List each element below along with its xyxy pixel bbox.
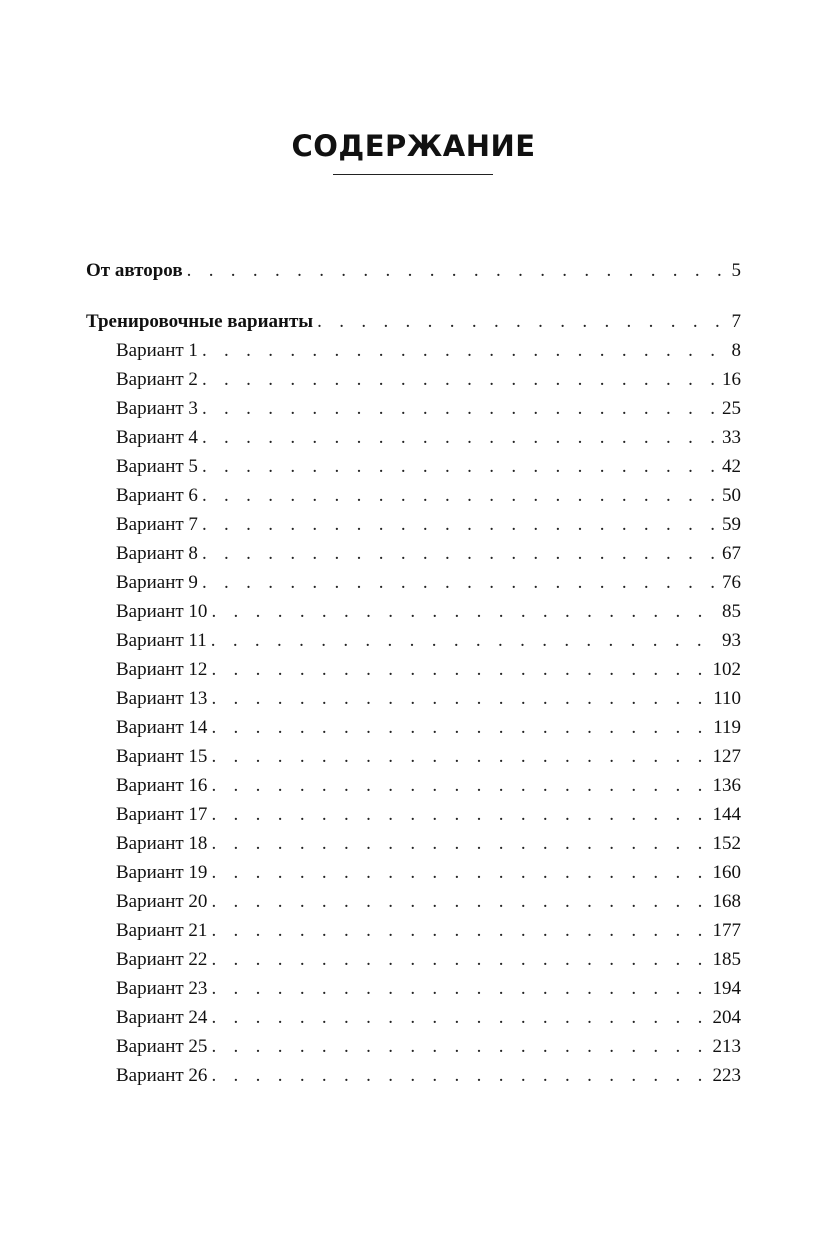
toc-entry-variant[interactable] [86,1003,741,1032]
toc-entry-page: 76 [722,572,741,593]
toc-entry-label: Вариант 5 [116,456,198,477]
page-title: СОДЕРЖАНИЕ [291,129,536,163]
toc-entry-label: Вариант 6 [116,485,198,506]
dot-leader [317,307,729,336]
toc-entry-variant[interactable] [86,394,741,423]
toc-entry-label: Вариант 19 [116,862,208,883]
toc-entry-label: Вариант 15 [116,746,208,767]
toc-entry-page: 204 [712,1007,741,1028]
dot-leader [211,771,710,800]
dot-leader [211,713,711,742]
dot-leader [202,365,720,394]
toc-entry-label: Вариант 2 [116,369,198,390]
toc-entry-page: 119 [713,717,741,738]
toc-entry-label: Вариант 21 [116,920,208,941]
toc-entry-page: 160 [712,862,741,883]
dot-leader [211,1003,710,1032]
dot-leader [211,1061,710,1090]
toc-entry-variant[interactable] [86,365,741,394]
toc-entry-page: 194 [712,978,741,999]
toc-entry-page: 42 [722,456,741,477]
toc-entry-variant[interactable] [86,510,741,539]
toc-entry-training-variants[interactable] [86,307,741,336]
toc-entry-page: 110 [713,688,741,709]
toc-entry-variant[interactable] [86,742,741,771]
dot-leader [211,829,710,858]
toc-entry-label: Вариант 17 [116,804,208,825]
toc-entry-page: 5 [731,260,741,281]
toc-entry-page: 223 [712,1065,741,1086]
toc-entry-page: 93 [722,630,741,651]
toc-entry-label: Вариант 23 [116,978,208,999]
dot-leader [211,742,710,771]
toc-entry-page: 8 [731,340,741,361]
toc-entry-variant[interactable] [86,887,741,916]
toc-entry-page: 85 [722,601,741,622]
toc-entry-authors[interactable] [86,256,741,285]
toc-entry-page: 16 [722,369,741,390]
dot-leader [211,858,710,887]
toc-entry-label: Тренировочные варианты [86,311,314,332]
toc-entry-label: Вариант 20 [116,891,208,912]
dot-leader [202,539,720,568]
toc-entry-label: Вариант 16 [116,775,208,796]
toc-entry-variant[interactable] [86,800,741,829]
dot-leader [211,626,720,655]
dot-leader [211,916,710,945]
dot-leader [202,423,720,452]
dot-leader [187,256,730,285]
toc-entry-page: 152 [712,833,741,854]
toc-entry-page: 127 [712,746,741,767]
toc-entry-variant[interactable] [86,945,741,974]
dot-leader [211,974,710,1003]
toc-entry-page: 33 [722,427,741,448]
toc-entry-label: Вариант 22 [116,949,208,970]
dot-leader [202,481,720,510]
table-of-contents [86,256,741,1090]
toc-entry-label: Вариант 10 [116,601,208,622]
toc-entry-page: 50 [722,485,741,506]
toc-entry-page: 168 [712,891,741,912]
toc-entry-label: Вариант 7 [116,514,198,535]
section-gap [86,285,741,307]
dot-leader [202,336,730,365]
toc-entry-variant[interactable] [86,452,741,481]
toc-entry-page: 185 [712,949,741,970]
toc-entry-variant[interactable] [86,974,741,1003]
toc-entry-variant[interactable] [86,655,741,684]
toc-entry-label: Вариант 13 [116,688,208,709]
toc-entry-variant[interactable] [86,771,741,800]
toc-entry-variant[interactable] [86,423,741,452]
toc-entry-page: 144 [712,804,741,825]
toc-entry-label: Вариант 11 [116,630,207,651]
toc-entry-label: Вариант 14 [116,717,208,738]
toc-entry-page: 59 [722,514,741,535]
toc-entry-label: Вариант 4 [116,427,198,448]
dot-leader [211,1032,710,1061]
toc-entry-label: Вариант 18 [116,833,208,854]
toc-entry-page: 7 [731,311,741,332]
dot-leader [211,887,710,916]
toc-entry-variant[interactable] [86,597,741,626]
dot-leader [202,510,720,539]
toc-entry-variant[interactable] [86,858,741,887]
toc-entry-variant[interactable] [86,336,741,365]
toc-entry-variant[interactable] [86,1032,741,1061]
variant-list [86,336,741,1090]
dot-leader [202,452,720,481]
toc-entry-variant[interactable] [86,626,741,655]
dot-leader [211,655,710,684]
toc-entry-variant[interactable] [86,829,741,858]
toc-entry-variant[interactable] [86,568,741,597]
toc-entry-label: Вариант 25 [116,1036,208,1057]
toc-entry-page: 177 [712,920,741,941]
toc-entry-page: 67 [722,543,741,564]
toc-entry-label: Вариант 26 [116,1065,208,1086]
toc-entry-label: Вариант 8 [116,543,198,564]
toc-entry-variant[interactable] [86,916,741,945]
dot-leader [202,568,720,597]
toc-entry-page: 25 [722,398,741,419]
toc-entry-variant[interactable] [86,539,741,568]
toc-entry-variant[interactable] [86,1061,741,1090]
title-underline [333,174,493,175]
dot-leader [211,800,710,829]
toc-entry-label: Вариант 3 [116,398,198,419]
toc-entry-page: 213 [712,1036,741,1057]
toc-entry-label: Вариант 9 [116,572,198,593]
toc-entry-variant[interactable] [86,481,741,510]
dot-leader [211,684,711,713]
toc-entry-label: От авторов [86,260,183,281]
dot-leader [211,597,720,626]
dot-leader [202,394,720,423]
toc-entry-variant[interactable] [86,713,741,742]
toc-entry-label: Вариант 12 [116,659,208,680]
toc-entry-page: 136 [712,775,741,796]
toc-entry-page: 102 [712,659,741,680]
toc-entry-variant[interactable] [86,684,741,713]
toc-entry-label: Вариант 1 [116,340,198,361]
toc-entry-label: Вариант 24 [116,1007,208,1028]
dot-leader [211,945,710,974]
